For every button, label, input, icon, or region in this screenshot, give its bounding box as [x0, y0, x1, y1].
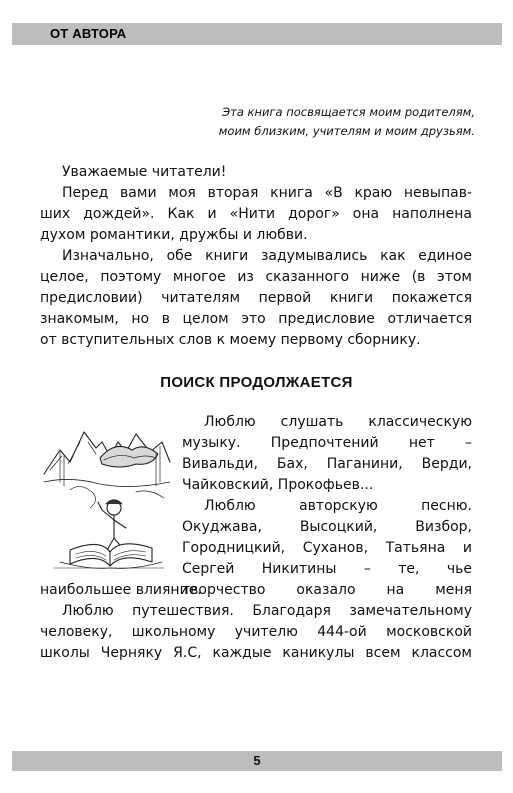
text-line: Городницкий, Суханов, Татьяна и [182, 540, 472, 556]
man-reading-book-mountains-icon [40, 412, 174, 572]
text-line: Люблю слушать классическую [204, 414, 472, 430]
text-line: ших дождей». Как и «Нити дорог» она наполнена [40, 206, 472, 222]
text-line: Перед вами моя вторая книга «В краю невыпав- [62, 185, 472, 201]
text-line: целое, поэтому многое из сказанного ниже (в этом [40, 269, 472, 285]
page-number: 5 [253, 753, 261, 768]
footer-bar [12, 751, 502, 771]
text-line: Окуджава, Высоцкий, Визбор, [182, 519, 472, 535]
text-line: Уважаемые читатели! [62, 164, 227, 180]
dedication-line: моим близким, учителям и моим друзьям. [218, 124, 475, 138]
text-line: предисловии) читателям первой книги покажется [40, 290, 472, 306]
section-header-title: ОТ АВТОРА [50, 26, 127, 41]
header-bar [12, 23, 502, 45]
text-line: школы Черняку Я.С, каждые каникулы всем классом [40, 645, 472, 661]
text-line: Люблю авторскую песню. [204, 498, 472, 514]
text-line: Чайковский, Прокофьев... [182, 477, 374, 493]
dedication [219, 103, 475, 141]
text-line: Изначально, обе книги задумывались как единое [62, 248, 472, 264]
text-line: человеку, школьному учителю 444-ой московской [40, 624, 472, 640]
text-line: наибольшее влияние. [40, 582, 202, 598]
continued-text [40, 580, 472, 664]
text-line: духом романтики, дружбы и любви. [40, 227, 308, 243]
text-line: творчество оказало на меня [182, 582, 472, 598]
intro-text [40, 162, 472, 351]
text-line: от вступительных слов к моему первому сборнику. [40, 332, 421, 348]
dedication-line: Эта книга посвящается моим родителям, [222, 105, 475, 119]
wrapped-text [182, 412, 472, 601]
text-line: Люблю путешествия. Благодаря замечательному [62, 603, 472, 619]
text-line: знакомым, но в целом это предисловие отличается [40, 311, 472, 327]
text-line: Вивальди, Бах, Паганини, Верди, [182, 456, 472, 472]
text-line: Сергей Никитины – те, чье [182, 561, 472, 577]
section-title: ПОИСК ПРОДОЛЖАЕТСЯ [160, 374, 353, 391]
text-line: музыку. Предпочтений нет – [182, 435, 472, 451]
